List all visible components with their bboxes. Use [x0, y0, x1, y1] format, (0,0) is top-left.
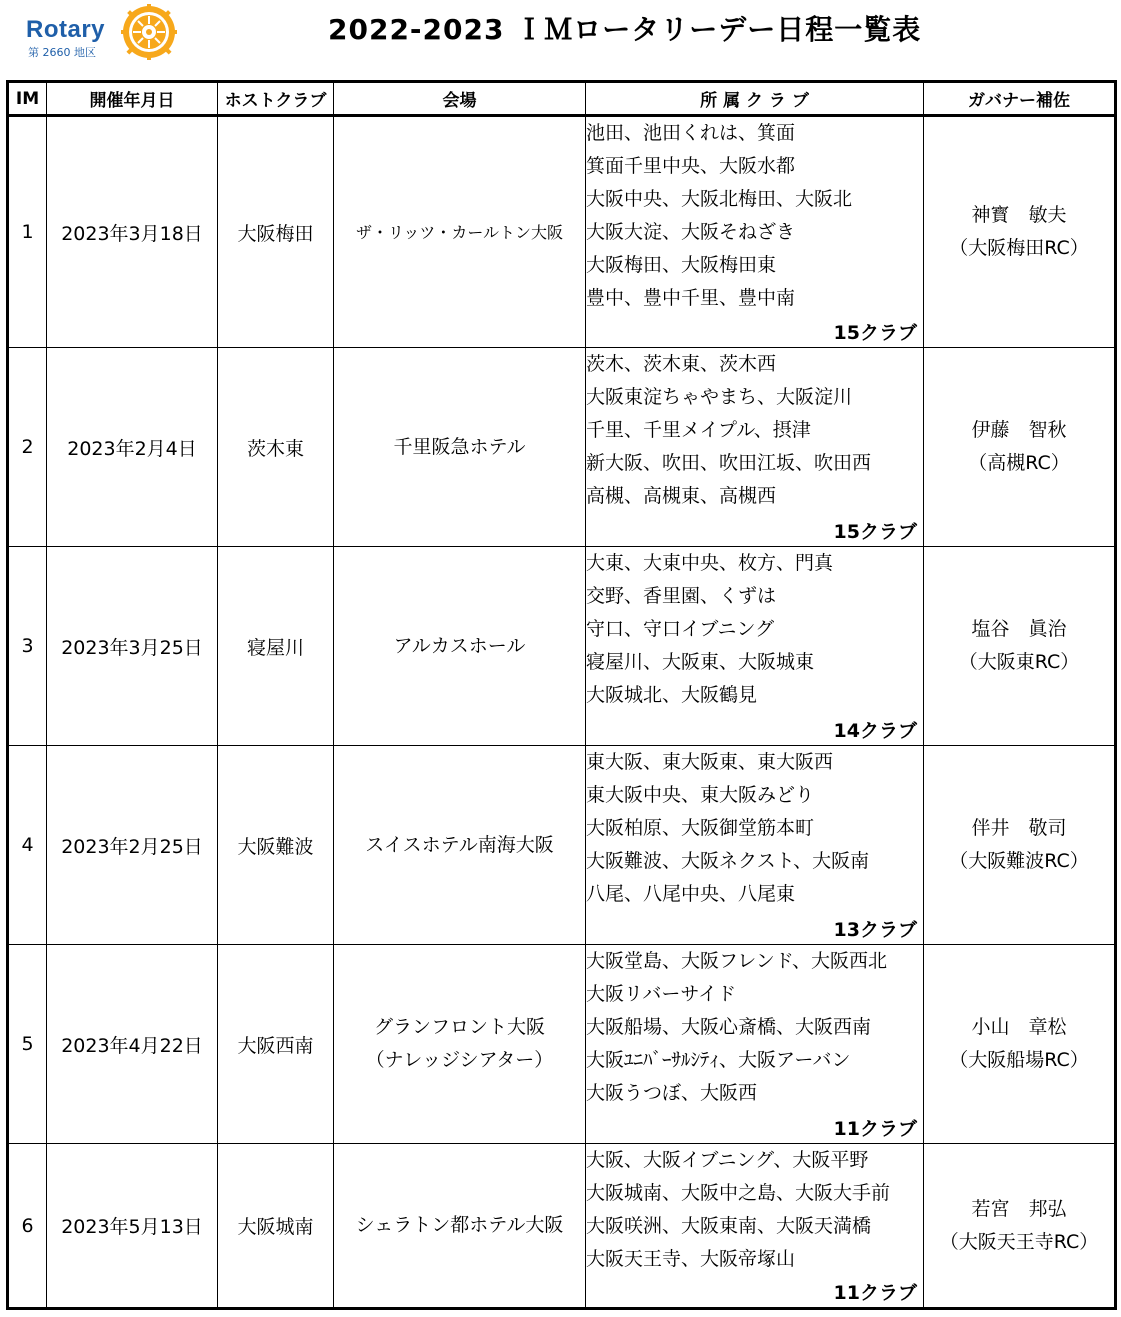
governor-club: （高槻RC） [968, 452, 1070, 474]
club-line: 池田、池田くれは、箕面 [586, 122, 796, 144]
host-club: 大阪梅田 [218, 116, 334, 348]
club-line: 豊中、豊中千里、豊中南 [586, 287, 796, 309]
rotary-logo [26, 4, 186, 64]
table-row [8, 547, 1116, 746]
governor-name: 神寳 敏夫 [971, 204, 1067, 226]
venue [334, 348, 586, 547]
club-line: 大阪大淀、大阪そねざき [586, 221, 796, 243]
club-line: 大阪柏原、大阪御堂筋本町 [586, 817, 815, 839]
venue-line: グランフロント大阪 [373, 1016, 545, 1038]
col-header-date: 開催年月日 [47, 82, 218, 116]
governor-club: （大阪船場RC） [949, 1049, 1089, 1071]
host-club: 大阪難波 [218, 746, 334, 945]
club-line: 箕面千里中央、大阪水都 [586, 155, 796, 177]
col-header-venue: 会場 [334, 82, 586, 116]
venue [334, 945, 586, 1144]
venue-line: 千里阪急ホテル [393, 435, 526, 458]
venue-line: スイスホテル南海大阪 [365, 833, 554, 856]
logo-wordmark: Rotary [26, 16, 106, 43]
governor-assistant [924, 1144, 1116, 1309]
table-row [8, 348, 1116, 547]
venue [334, 547, 586, 746]
club-line: 大阪難波、大阪ネクスト、大阪南 [586, 850, 870, 872]
event-date: 2023年3月18日 [47, 116, 218, 348]
governor-assistant [924, 945, 1116, 1144]
col-header-im: IM [8, 82, 47, 116]
table-row [8, 945, 1116, 1144]
governor-assistant [924, 547, 1116, 746]
club-line: 大阪城北、大阪鶴見 [586, 684, 758, 706]
event-date: 2023年2月4日 [47, 348, 218, 547]
club-line: 大阪堂島、大阪フレンド、大阪西北 [586, 950, 888, 972]
host-club: 茨木東 [218, 348, 334, 547]
club-line: 高槻、高槻東、高槻西 [586, 485, 777, 507]
club-line: 八尾、八尾中央、八尾東 [586, 883, 796, 905]
venue [334, 746, 586, 945]
im-number: 4 [8, 746, 47, 945]
venue [334, 116, 586, 348]
col-header-host-club: ホストクラブ [218, 82, 334, 116]
table-header-row [8, 82, 1116, 116]
club-line: 大阪うつぼ、大阪西 [586, 1082, 758, 1104]
host-club: 大阪城南 [218, 1144, 334, 1309]
venue-line: ザ・リッツ・カールトン大阪 [355, 222, 564, 242]
club-line: 大阪城南、大阪中之島、大阪大手前 [586, 1182, 891, 1204]
governor-name: 伊藤 智秋 [971, 419, 1067, 441]
club-count: 15クラブ [833, 322, 917, 344]
club-count: 11クラブ [833, 1282, 917, 1304]
governor-club: （大阪梅田RC） [949, 237, 1089, 259]
event-date: 2023年2月25日 [47, 746, 218, 945]
club-line: 東大阪、東大阪東、東大阪西 [586, 751, 834, 773]
venue-line: シェラトン都ホテル大阪 [355, 1214, 564, 1236]
col-header-governor-assistant: ガバナー補佐 [924, 82, 1116, 116]
venue [334, 1144, 586, 1309]
member-clubs [586, 945, 924, 1144]
governor-name: 若宮 邦弘 [971, 1197, 1067, 1220]
table-row [8, 746, 1116, 945]
governor-assistant [924, 746, 1116, 945]
club-line: 大阪東淀ちゃやまち、大阪淀川 [586, 386, 853, 408]
event-date: 2023年4月22日 [47, 945, 218, 1144]
club-count: 15クラブ [833, 521, 917, 543]
host-club: 寝屋川 [218, 547, 334, 746]
governor-name: 小山 章松 [971, 1016, 1067, 1038]
club-line: 大阪天王寺、大阪帝塚山 [586, 1248, 796, 1270]
im-number: 6 [8, 1144, 47, 1309]
im-number: 2 [8, 348, 47, 547]
member-clubs [586, 746, 924, 945]
member-clubs [586, 348, 924, 547]
club-line: 大阪、大阪イブニング、大阪平野 [586, 1149, 869, 1171]
page-title: 2022-2023 ＩＭロータリーデー日程一覧表 [328, 13, 922, 46]
col-header-member-clubs: 所 属 ク ラ ブ [586, 82, 924, 116]
venue-line: アルカスホール [393, 634, 526, 657]
member-clubs [586, 116, 924, 348]
member-clubs [586, 1144, 924, 1309]
club-line: 茨木、茨木東、茨木西 [586, 353, 777, 375]
rotary-wheel-icon [121, 4, 177, 60]
club-line: 東大阪中央、東大阪みどり [586, 784, 815, 806]
venue-line: （ナレッジシアター） [365, 1049, 554, 1071]
governor-club: （大阪難波RC） [949, 850, 1089, 872]
event-date: 2023年3月25日 [47, 547, 218, 746]
club-line: 大阪船場、大阪心斎橋、大阪西南 [586, 1016, 872, 1038]
event-date: 2023年5月13日 [47, 1144, 218, 1309]
im-number: 3 [8, 547, 47, 746]
logo-district: 第 2660 地区 [28, 46, 96, 59]
im-number: 5 [8, 945, 47, 1144]
table-row [8, 1144, 1116, 1309]
table-row [8, 116, 1116, 348]
governor-assistant [924, 348, 1116, 547]
governor-club: （大阪東RC） [958, 651, 1080, 673]
governor-name: 塩谷 眞治 [971, 618, 1067, 640]
club-line: 新大阪、吹田、吹田江坂、吹田西 [586, 452, 872, 474]
club-line: 大阪ﾕﾆﾊﾞｰｻﾙｼﾃｨ、大阪アーバン [586, 1049, 851, 1071]
club-line: 寝屋川、大阪東、大阪城東 [586, 651, 815, 673]
im-schedule-table [6, 80, 1117, 1310]
club-count: 11クラブ [833, 1118, 917, 1140]
governor-assistant [924, 116, 1116, 348]
club-line: 大阪リバーサイド [586, 983, 737, 1005]
governor-name: 伴井 敬司 [971, 817, 1067, 839]
club-line: 大阪梅田、大阪梅田東 [586, 254, 777, 276]
club-count: 14クラブ [833, 720, 917, 742]
club-line: 大阪咲洲、大阪東南、大阪天満橋 [586, 1215, 872, 1237]
im-number: 1 [8, 116, 47, 348]
club-line: 大東、大東中央、枚方、門真 [586, 552, 834, 574]
club-line: 千里、千里メイプル、摂津 [586, 419, 811, 441]
club-count: 13クラブ [833, 919, 917, 941]
club-line: 大阪中央、大阪北梅田、大阪北 [586, 188, 853, 210]
member-clubs [586, 547, 924, 746]
club-line: 交野、香里園、くずは [586, 585, 777, 607]
club-line: 守口、守口イブニング [586, 618, 775, 640]
host-club: 大阪西南 [218, 945, 334, 1144]
governor-club: （大阪天王寺RC） [939, 1230, 1099, 1253]
